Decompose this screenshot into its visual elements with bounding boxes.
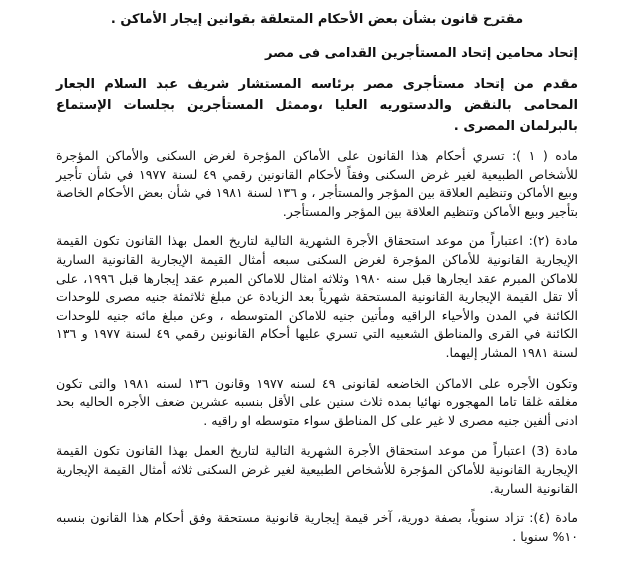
article-3: مادة (3) اعتباراً من موعد استحقاق الأجرة الشهرية التالية لتاريخ العمل بهذا القانون تكون القيمة الإيجارية القانونية للأماكن المؤجرة للأشخاص الطبيعية لغير غرض السكنى ثلاثه أمثال القيمة الإيجارية القانونية السارية. (56, 443, 578, 496)
organization-line: إتحاد محامين إتحاد المستأجرين القدامى فى مصر (264, 46, 578, 61)
article-2: مادة (٢): اعتباراً من موعد استحقاق الأجرة الشهرية التالية لتاريخ العمل بهذا القانون تكون القيمة الإيجارية القانونية للأماكن المؤجرة لغرض السكنى سبعه أمثال القيمة الإيجارية القانونية السارية للاماكن المبرم عقد ايجارها قبل سنه ١٩٨٠ وثلاثه امثال للاماكن المبرم عقد إيجارها قبل ١٩٩٦، على ألا تقل القيمة الإيجارية القانونية المستحقة شهرياً بعد الزيادة عن مبلغ ثلاثمئة جنيه مصرى للوحدات الكائنة في المدن والأحياء الراقيه ومأتين جنيه للاماكن المتوسطه ، وعن مبلغ مائه جنيه للوحدات الكائنة في القرى والمناطق الشعبيه التي تسري عليها أحكام القانونين رقمي ٤٩ لسنة ١٩٧٧ و ١٣٦ لسنة ١٩٨١ المشار إليهما. (56, 233, 578, 360)
document-title: مقترح قانون بشأن بعض الأحكام المتعلقة بقوانين إيجار الأماكن . (110, 12, 524, 27)
presenter-paragraph: مقدم من إتحاد مستأجرى مصر برئاسه المستشار شريف عبد السلام الجعار المحامى بالنقض والدستوريه العليا ،وممثل المستأجرين بجلسات الإستماع بالبرلمان المصرى . (56, 77, 578, 134)
document-page (56, 0, 578, 546)
article-1: ماده ( ١ ): تسري أحكام هذا القانون على الأماكن المؤجرة لغرض السكنى والأماكن المؤجرة للأشخاص الطبيعية لغير غرض السكنى وفقاً لأحكام القانونين رقمي ٤٩ لسنة ١٩٧٧ في شأن تأجير وبيع الأماكن وتنظيم العلاقة بين المؤجر والمستأجر ، و ١٣٦ لسنة ١٩٨١ في شأن بعض الأحكام الخاصة بتأجير وبيع الأماكن وتنظيم العلاقة بين المؤجر والمستأجر. (56, 148, 578, 219)
article-4: مادة (٤): تزاد سنوياً، بصفة دورية، آخر قيمة إيجارية قانونية مستحقة وفق أحكام هذا القانون بنسبه ١٠% سنويا . (56, 510, 578, 544)
article-2-continuation: وتكون الأجره على الاماكن الخاضعه لقانونى ٤٩ لسنه ١٩٧٧ وقانون ١٣٦ لسنه ١٩٨١ والتى تكون مغلقه غلقا تاما المهجوره نهائيا بمده ثلاث سنين على الأقل بنسبه عشرين ضعف الأجره الحاليه بحد ادنى ألفين جنيه مصرى لا غير على كل المناطق سواء متوسطه او راقيه . (56, 375, 578, 428)
